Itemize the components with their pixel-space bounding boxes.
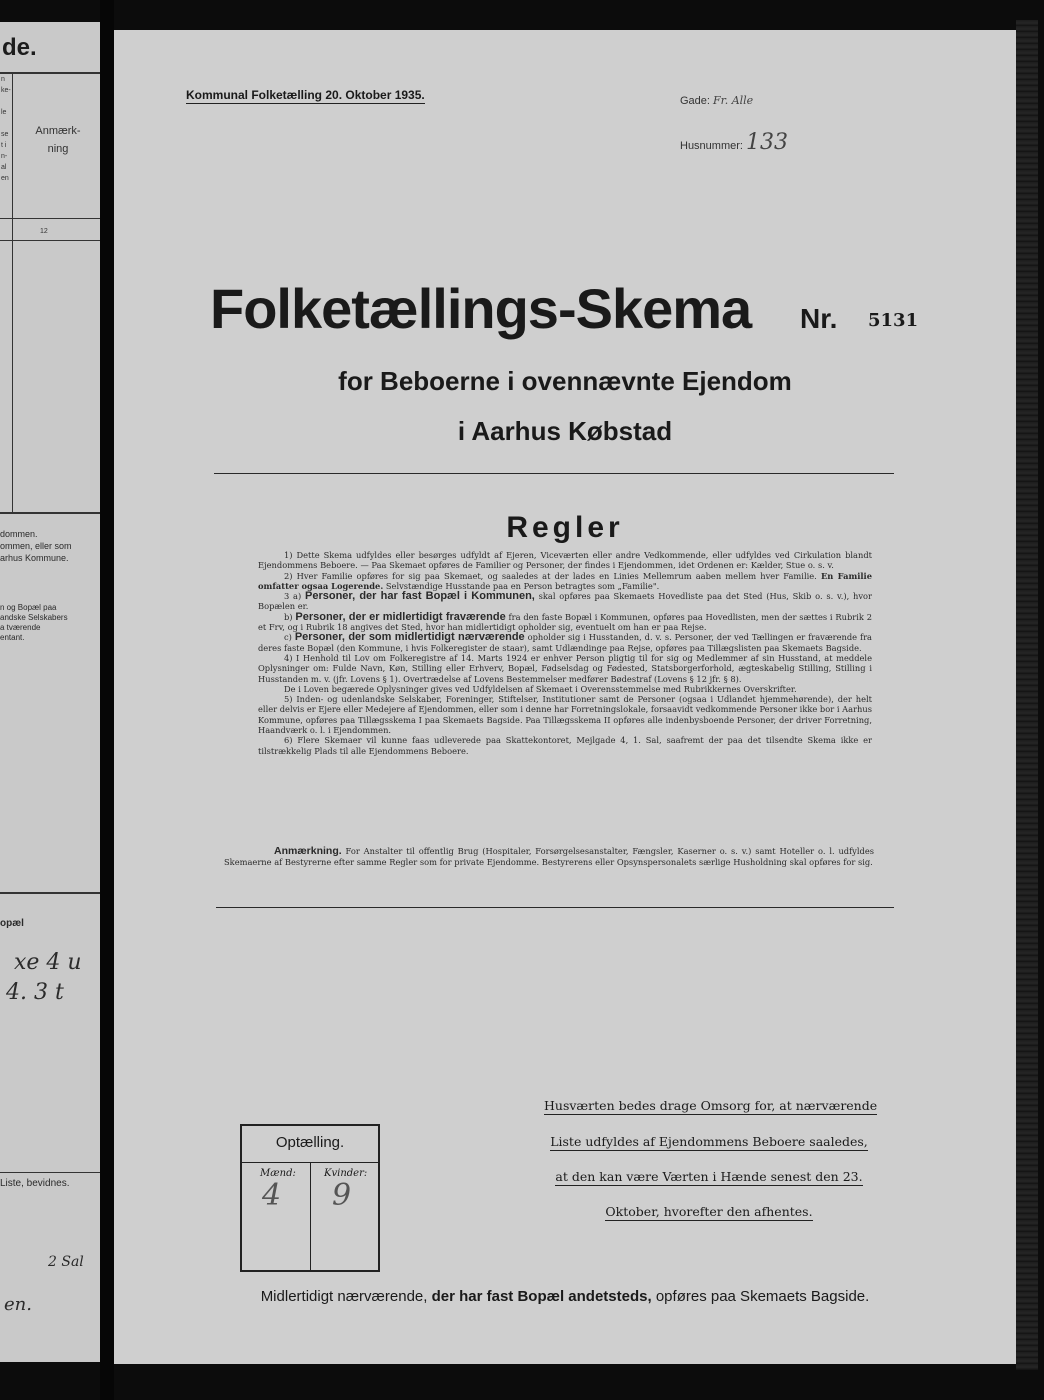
rule-3c: c) Personer, der som midlertidigt nærværende opholder sig i Husstanden, d. v. s. Personer, der ved Tællingen er fraværende fra deres faste Bopæl (den Kommune, i hvis Folkeregister de staar), samt Udlændinge paa Rejse, opføres paa Tillægslisten paa Skemaets Bagside. <box>258 631 873 653</box>
form-title: Folketællings-Skema <box>210 277 752 340</box>
divider <box>0 240 100 241</box>
rule-1: 1) Dette Skema udfyldes eller besørges udfyldt af Ejeren, Viceværten eller andre Vedkommende, eller udfyldes ved Cirkulation blandt Ejendommens Beboere. — Paa Skemaet opføres de Familier og Personer, der findes i Ejendommen, idet Ordenen er: Kælder, Stue o. s. v. <box>258 550 872 571</box>
handwriting: xe 4 u <box>14 950 82 975</box>
divider <box>0 512 100 514</box>
left-text-line: andske Selskabers <box>0 613 68 622</box>
men-label: Mænd: <box>260 1168 296 1179</box>
notice-line: at den kan være Værten i Hænde senest den 23. <box>555 1169 863 1184</box>
notice-line: Liste udfyldes af Ejendommens Beboere saaledes, <box>550 1134 868 1149</box>
count-box-title: Optælling. <box>275 1134 345 1151</box>
left-page-fragment <box>0 22 100 1362</box>
column-fragment-text: n ke- le se t i n- al en <box>1 76 11 182</box>
census-header: Kommunal Folketælling 20. Oktober 1935. <box>186 88 425 102</box>
page-edge <box>1016 20 1038 1370</box>
divider <box>12 72 13 512</box>
left-text-line: opæl <box>0 918 24 929</box>
left-text-line: entant. <box>0 633 25 642</box>
rules-text <box>258 550 872 756</box>
form-subtitle-location: i Aarhus Købstad <box>457 416 673 446</box>
left-text-line: arhus Kommune. <box>0 553 69 563</box>
form-subtitle: for Beboerne i ovennævnte Ejendom <box>338 366 792 396</box>
house-number-field <box>680 130 788 155</box>
column-number: 12 <box>40 228 48 235</box>
house-number-value: 133 <box>746 130 789 155</box>
divider <box>0 72 100 74</box>
left-page-title: de. <box>2 34 37 61</box>
divider <box>0 218 100 219</box>
form-number-value: 5131 <box>868 310 919 331</box>
handwriting: 4. 3 t <box>6 980 64 1005</box>
divider <box>216 907 894 908</box>
left-text-line: Liste, bevidnes. <box>0 1178 70 1189</box>
book-gutter <box>100 0 114 1400</box>
house-number-label: Husnummer: <box>680 140 743 152</box>
rule-2: 2) Hver Familie opføres for sig paa Skemaet, og saaledes at der lades en Linies Mellemrum aaben mellem hver Familie. En Familie omfatter ogsaa Logerende. Selvstændige Husstande paa en Person betragtes som „Familie". <box>258 570 872 591</box>
form-number-label: Nr. <box>800 303 838 334</box>
count-box <box>240 1124 380 1272</box>
rule-6: 6) Flere Skemaer vil kunne faas udleverede paa Skattekontoret, Mejlgade 4, 1. Sal, saafremt der paa det tilsendte Skema ikke er tilstrækkelig Plads til alle Ejendommens Beboere. <box>258 735 872 756</box>
divider <box>310 1162 311 1270</box>
handwriting: 2 Sal <box>48 1254 84 1270</box>
rules-heading: Regler <box>506 511 624 544</box>
women-count: 9 <box>332 1178 352 1213</box>
remark-column-header: Anmærk- ning <box>35 125 81 155</box>
rule-3b: b) Personer, der er midlertidigt fraværende fra den faste Bopæl i Kommunen, opføres paa Hovedlisten, men der sættes i Rubrik 2 et Frv, og i Rubrik 18 angives det Sted, hvor han midlertidigt opholder sig, eventuelt om han er paa Rejse. <box>258 610 873 633</box>
left-text-line: dommen. <box>0 529 38 539</box>
handwriting: en. <box>4 1294 32 1315</box>
left-text-line: a tværende <box>0 623 41 632</box>
notice-line: Husværten bedes drage Omsorg for, at nærværende <box>544 1098 878 1113</box>
notice-line: Oktober, hvorefter den afhentes. <box>605 1204 813 1219</box>
remark-label: Anmærkning. <box>274 845 342 857</box>
census-form-page <box>114 30 1016 1364</box>
rule-4-note: De i Loven begærede Oplysninger gives ved Udfyldelsen af Skemaet i Overensstemmelse med Rubrikkernes Overskrifter. <box>284 683 797 694</box>
men-count: 4 <box>262 1178 282 1213</box>
rule-5: 5) Inden- og udenlandske Selskaber, Foreninger, Stiftelser, Institutioner samt de Personer (ogsaa i Udlandet hjemmehørende), der helt eller delvis er Ejere eller Medejere af Ejendommen, eller som i denne har Forretningslokale, forsaavidt vedkommende Personer ikke bor i Aarhus Kommune, opføres paa Tillægsskema I paa Skemaets Bagside. Paa Tillægsskema II opføres alle indenbysboende Personer, der driver Forretning, Haandværk o. l. i Ejendommen. <box>258 694 872 736</box>
street-label: Gade: <box>680 95 710 107</box>
divider <box>0 1172 100 1173</box>
left-text-line: ommen, eller som <box>0 541 72 551</box>
street-field <box>680 94 753 107</box>
divider <box>0 892 100 894</box>
divider <box>214 473 894 474</box>
footer-note: Midlertidigt nærværende, der har fast Bopæl andetsteds, opføres paa Skemaets Bagside. <box>260 1288 870 1305</box>
left-text-line: n og Bopæl paa <box>0 603 57 612</box>
remark-text: For Anstalter til offentlig Brug (Hospitaler, Forsørgelsesanstalter, Fængsler, Kaserner o. s. v.) samt Hoteller o. l. udfyldes Skemaerne af Bestyrerne efter samme Regler som for private Ejendomme. Bestyrerens eller Opsynspersonalets særlige Husholdning skal opføres for sig. <box>224 846 874 867</box>
women-label: Kvinder: <box>324 1168 368 1179</box>
rule-4: 4) I Henhold til Lov om Folkeregistre af 14. Marts 1924 er enhver Person pligtig til for sig og Medlemmer af sin Husstand, at meddele Oplysninger om: Fulde Navn, Køn, Stilling eller Erhverv, Bopæl, Fødselsdag og Fødested, Statsborgerforhold, ægteskabelig Stilling, Stilling i Husstanden m. v. (jfr. Lovens § 1). Overtrædelse af Lovens Bestemmelser medfører Bødestraf (Lovens § 12 jfr. § 8). <box>258 652 872 684</box>
rule-3a: 3 a) Personer, der har fast Bopæl i Kommunen, skal opføres paa Skemaets Hovedliste paa det Sted (Hus, Skib o. s. v.), hvor Bopælen er. <box>258 590 872 612</box>
remark-paragraph <box>224 846 874 868</box>
street-value: Fr. Alle <box>713 94 754 107</box>
